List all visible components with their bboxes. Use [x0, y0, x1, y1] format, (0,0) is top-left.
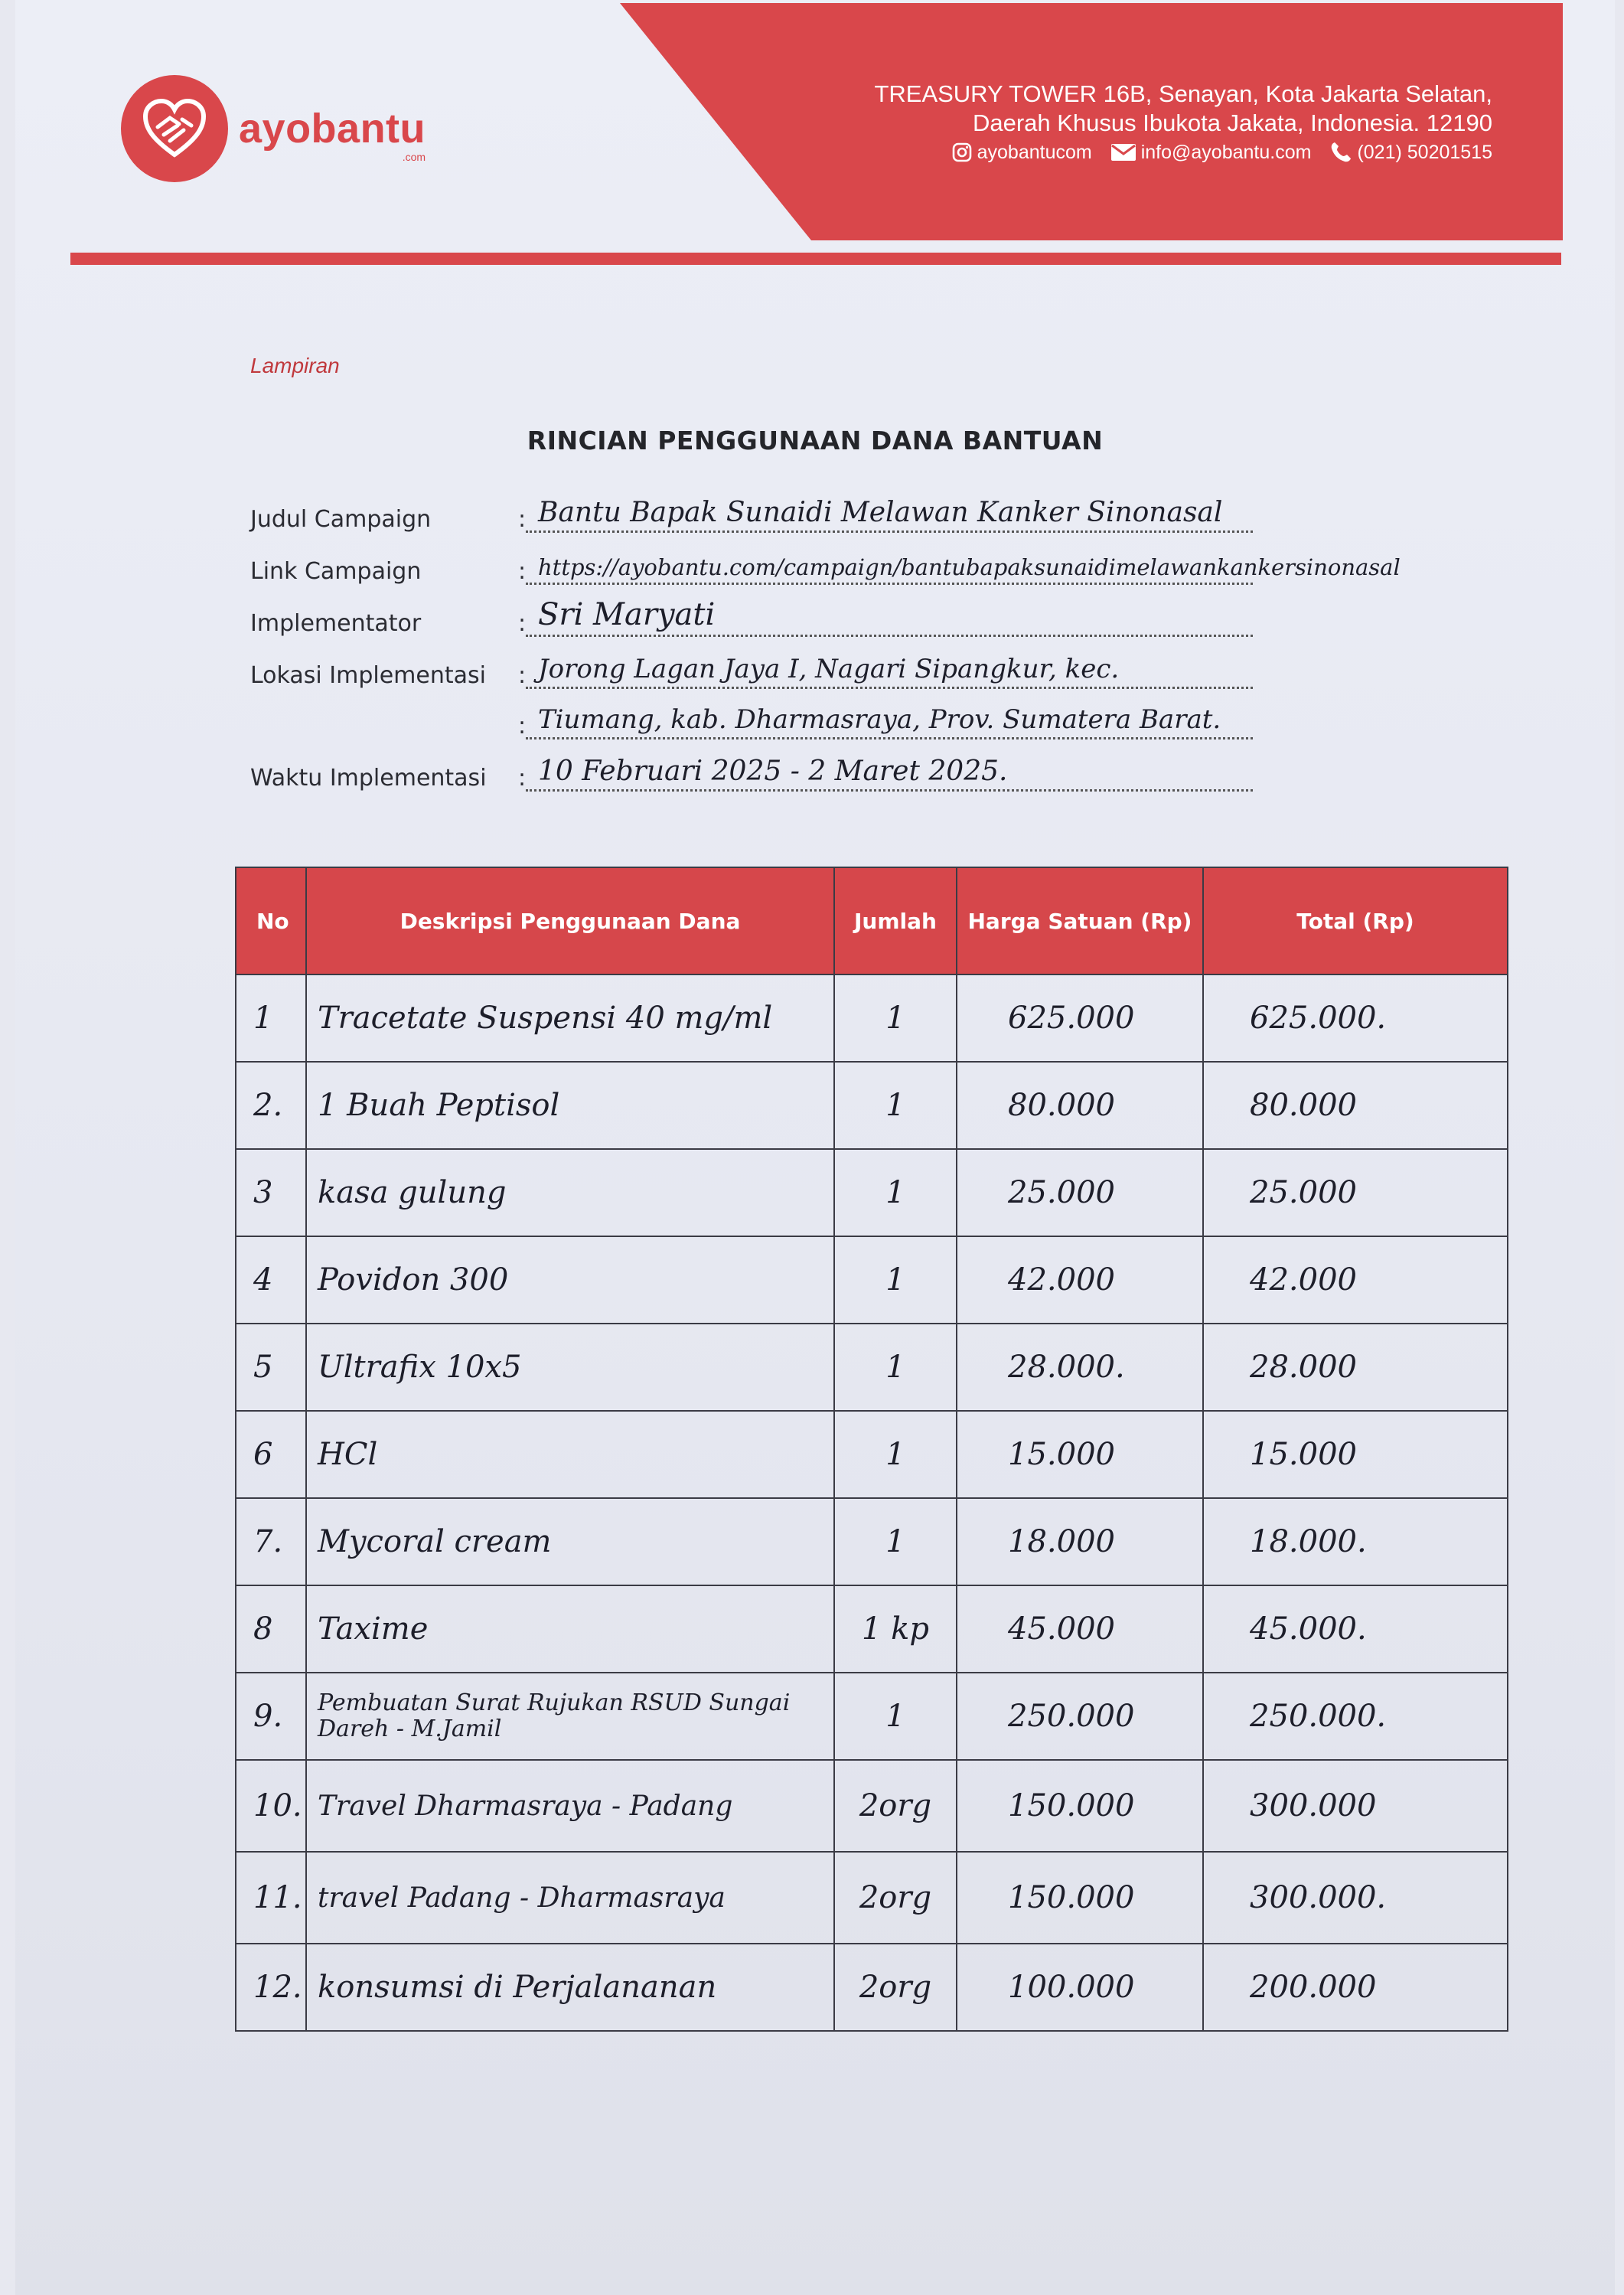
cell-no: 1	[236, 974, 306, 1062]
cell-description: Taxime	[306, 1585, 834, 1673]
mail-icon	[1110, 142, 1136, 162]
cell-total: 28.000	[1203, 1324, 1508, 1411]
cell-no: 8	[236, 1585, 306, 1673]
heart-hands-logo-icon	[121, 75, 228, 182]
address-line-2: Daerah Khusus Ibukota Jakata, Indonesia. 12190	[972, 109, 1492, 136]
cell-no: 12.	[236, 1944, 306, 2031]
phone-icon	[1329, 141, 1352, 164]
cell-quantity: 2org	[834, 1852, 957, 1944]
logo-sub: .com	[402, 151, 426, 163]
field-colon: :	[518, 713, 527, 739]
cell-quantity: 1	[834, 1324, 957, 1411]
cell-no: 6	[236, 1411, 306, 1498]
dotted-line	[526, 530, 1253, 533]
cell-no: 11.	[236, 1852, 306, 1944]
cell-description: konsumsi di Perjalananan	[306, 1944, 834, 2031]
cell-unit-price: 15.000	[957, 1411, 1203, 1498]
cell-quantity: 1	[834, 1236, 957, 1324]
cell-total: 80.000	[1203, 1062, 1508, 1149]
field-colon: :	[518, 558, 527, 585]
header-no: No	[236, 867, 306, 974]
table-row	[236, 1062, 1508, 1149]
cell-description: Ultrafix 10x5	[306, 1324, 834, 1411]
table-row	[236, 1944, 1508, 2031]
instagram-icon	[951, 142, 973, 163]
cell-quantity: 1	[834, 1062, 957, 1149]
cell-unit-price: 250.000	[957, 1673, 1203, 1760]
document-sheet	[15, 0, 1615, 2295]
waktu-implementasi-label: Waktu Implementasi	[250, 765, 487, 792]
waktu-implementasi-value: 10 Februari 2025 - 2 Maret 2025.	[538, 756, 1008, 787]
address-line-1: TREASURY TOWER 16B, Senayan, Kota Jakarta Selatan,	[874, 80, 1492, 107]
cell-unit-price: 150.000	[957, 1760, 1203, 1852]
cell-unit-price: 25.000	[957, 1149, 1203, 1236]
cell-quantity: 1	[834, 974, 957, 1062]
dotted-line	[526, 687, 1253, 689]
cell-description: Tracetate Suspensi 40 mg/ml	[306, 974, 834, 1062]
judul-campaign-label: Judul Campaign	[250, 506, 432, 533]
table-row	[236, 1149, 1508, 1236]
cell-total: 625.000.	[1203, 974, 1508, 1062]
cell-quantity: 1	[834, 1149, 957, 1236]
table-row	[236, 974, 1508, 1062]
lokasi-implementasi-value-1: Jorong Lagan Jaya I, Nagari Sipangkur, kec.	[538, 654, 1120, 684]
table-row	[236, 1324, 1508, 1411]
page-title: RINCIAN PENGGUNAAN DANA BANTUAN	[527, 426, 1104, 455]
cell-unit-price: 42.000	[957, 1236, 1203, 1324]
expense-table	[235, 867, 1508, 2032]
cell-description: Povidon 300	[306, 1236, 834, 1324]
table-row	[236, 1236, 1508, 1324]
logo-text: ayobantu	[239, 106, 426, 152]
cell-unit-price: 100.000	[957, 1944, 1203, 2031]
cell-total: 42.000	[1203, 1236, 1508, 1324]
cell-description: travel Padang - Dharmasraya	[306, 1852, 834, 1944]
cell-total: 300.000	[1203, 1760, 1508, 1852]
dotted-line	[526, 789, 1253, 792]
dotted-line	[526, 583, 1253, 585]
cell-no: 5	[236, 1324, 306, 1411]
cell-no: 3	[236, 1149, 306, 1236]
cell-total: 15.000	[1203, 1411, 1508, 1498]
header-unit-price: Harga Satuan (Rp)	[957, 867, 1203, 974]
cell-no: 7.	[236, 1498, 306, 1585]
contact-line	[874, 141, 1492, 164]
cell-total: 18.000.	[1203, 1498, 1508, 1585]
cell-unit-price: 150.000	[957, 1852, 1203, 1944]
cell-quantity: 1	[834, 1673, 957, 1760]
cell-no: 2.	[236, 1062, 306, 1149]
email-address: info@ayobantu.com	[1140, 141, 1312, 163]
phone-number: (021) 50201515	[1357, 141, 1492, 163]
cell-total: 25.000	[1203, 1149, 1508, 1236]
cell-quantity: 1 kp	[834, 1585, 957, 1673]
logo	[121, 75, 426, 182]
table-row	[236, 1585, 1508, 1673]
cell-quantity: 2org	[834, 1944, 957, 2031]
cell-description: 1 Buah Peptisol	[306, 1062, 834, 1149]
field-colon: :	[518, 765, 527, 792]
implementator-value: Sri Maryati	[538, 597, 716, 632]
table-row	[236, 1673, 1508, 1760]
lampiran-label: Lampiran	[250, 354, 340, 377]
cell-description: Mycoral cream	[306, 1498, 834, 1585]
cell-total: 300.000.	[1203, 1852, 1508, 1944]
cell-total: 200.000	[1203, 1944, 1508, 2031]
cell-quantity: 1	[834, 1498, 957, 1585]
dotted-line	[526, 737, 1253, 739]
judul-campaign-value: Bantu Bapak Sunaidi Melawan Kanker Sinonasal	[538, 497, 1223, 528]
header-description: Deskripsi Penggunaan Dana	[306, 867, 834, 974]
link-campaign-label: Link Campaign	[250, 558, 422, 585]
cell-no: 9.	[236, 1673, 306, 1760]
cell-description: Travel Dharmasraya - Padang	[306, 1760, 834, 1852]
table-row	[236, 1852, 1508, 1944]
header-quantity: Jumlah	[834, 867, 957, 974]
cell-total: 250.000.	[1203, 1673, 1508, 1760]
field-colon: :	[518, 610, 527, 637]
cell-unit-price: 45.000	[957, 1585, 1203, 1673]
cell-unit-price: 28.000.	[957, 1324, 1203, 1411]
lokasi-implementasi-label: Lokasi Implementasi	[250, 662, 486, 689]
cell-unit-price: 80.000	[957, 1062, 1203, 1149]
cell-description: Pembuatan Surat Rujukan RSUD Sungai Dareh - M.Jamil	[306, 1673, 834, 1760]
header-address	[874, 80, 1492, 164]
cell-unit-price: 18.000	[957, 1498, 1203, 1585]
cell-description: kasa gulung	[306, 1149, 834, 1236]
cell-no: 10.	[236, 1760, 306, 1852]
cell-total: 45.000.	[1203, 1585, 1508, 1673]
lokasi-implementasi-value-2: Tiumang, kab. Dharmasraya, Prov. Sumatera Barat.	[538, 704, 1221, 735]
instagram-handle: ayobantucom	[977, 141, 1092, 163]
link-campaign-value: https://ayobantu.com/campaign/bantubapaksunaidimelawankankersinonasal	[538, 554, 1401, 580]
table-row	[236, 1498, 1508, 1585]
header-total: Total (Rp)	[1203, 867, 1508, 974]
cell-quantity: 1	[834, 1411, 957, 1498]
table-header-row	[236, 867, 1508, 974]
cell-no: 4	[236, 1236, 306, 1324]
field-colon: :	[518, 662, 527, 689]
dotted-line	[526, 635, 1253, 637]
cell-unit-price: 625.000	[957, 974, 1203, 1062]
table-row	[236, 1760, 1508, 1852]
implementator-label: Implementator	[250, 610, 422, 637]
header-rule	[70, 253, 1561, 265]
table-row	[236, 1411, 1508, 1498]
cell-description: HCl	[306, 1411, 834, 1498]
field-colon: :	[518, 506, 527, 533]
cell-quantity: 2org	[834, 1760, 957, 1852]
